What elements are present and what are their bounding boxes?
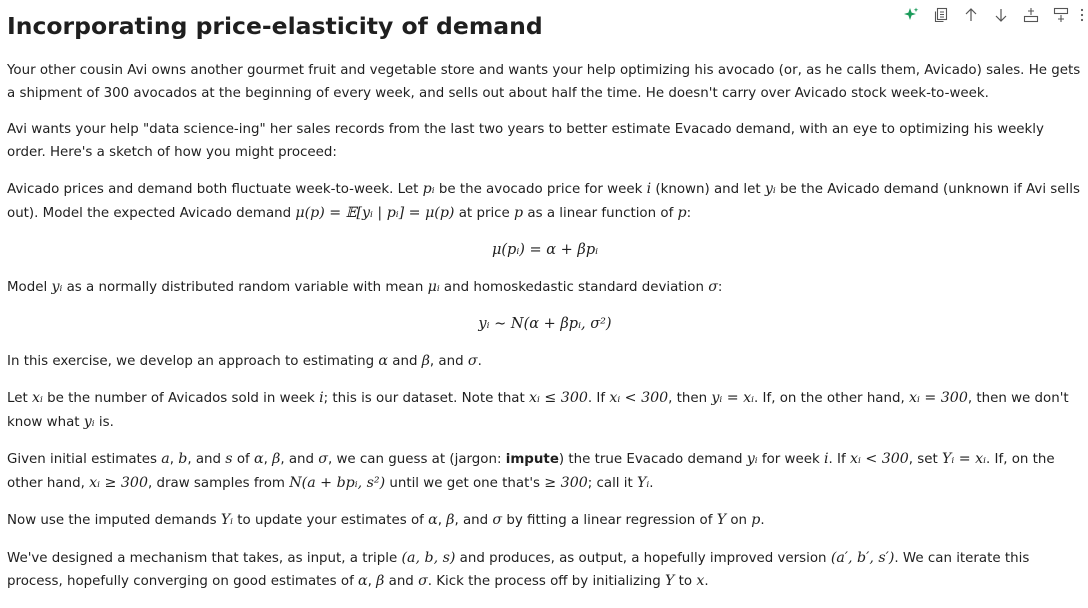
math-x-ge-300: xᵢ ≥ 300 — [89, 474, 148, 491]
paragraph-model-mean — [7, 178, 1083, 225]
text: , — [367, 574, 377, 589]
text: as a normally distributed random variable with mean — [62, 279, 428, 295]
math-s: s — [225, 451, 233, 467]
text: In this exercise, we develop an approach to estimating — [7, 353, 379, 369]
math-Y: Y — [665, 573, 675, 589]
text: , — [169, 452, 179, 467]
paragraph-iterate — [7, 547, 1083, 594]
copy-cell-icon — [933, 7, 949, 23]
text: . We can iterate this process, hopefully converging on good estimates of — [7, 550, 1030, 589]
more-vertical-icon — [1076, 7, 1088, 23]
math-Y-i: Yᵢ — [637, 474, 650, 491]
math-triple-prime: (a′, b′, s′) — [830, 549, 895, 566]
text: and — [384, 574, 419, 589]
text: . If — [587, 391, 610, 406]
math-alpha: α — [428, 512, 438, 528]
text: . — [760, 513, 765, 528]
insert-below-icon — [1053, 7, 1069, 23]
equation-linear-mean: μ(pᵢ) = α + βpᵢ — [491, 242, 599, 258]
text: , draw samples from — [147, 475, 290, 491]
math-ge-300: ≥ 300 — [544, 474, 588, 491]
math-x-le-300: xᵢ ≤ 300 — [529, 390, 588, 406]
math-alpha: α — [358, 573, 368, 589]
math-sigma: σ — [708, 278, 718, 295]
text: Avicado prices and demand both fluctuate week-to-week. Let — [7, 182, 423, 197]
math-b: b — [178, 451, 188, 467]
text: by fitting a linear regression of — [502, 513, 717, 528]
text: : — [717, 279, 723, 295]
math-sigma: σ — [318, 451, 328, 467]
math-a: a — [161, 451, 170, 467]
math-Y-i: Yᵢ — [220, 512, 234, 528]
math-beta: β — [272, 451, 281, 467]
text: Model — [7, 279, 52, 295]
text: to — [674, 574, 697, 589]
paragraph-request: Avi wants your help "data science-ing" her sales records from the last two years to better estimate Evacado demand, with an eye to optimizing his weekly order. Here's a sketch of how you might proceed: — [7, 122, 1044, 160]
bold-term: impute — [505, 452, 559, 467]
text: , then — [668, 391, 712, 406]
math-alpha: α — [254, 451, 264, 467]
insert-above-button[interactable] — [1016, 4, 1046, 26]
text: , — [437, 513, 447, 528]
math-beta: β — [446, 512, 455, 528]
cell-body — [7, 60, 1083, 608]
text: Given initial estimates — [7, 452, 162, 467]
math-mu-definition: μ(p) = 𝔼[yᵢ | pᵢ] = μ(p) — [295, 204, 455, 221]
text: ; call it — [587, 475, 638, 491]
math-x-lt-300: xᵢ < 300 — [609, 390, 669, 406]
math-i: i — [646, 181, 652, 197]
math-sigma: σ — [492, 512, 503, 528]
text: (known) and let — [651, 182, 765, 197]
text: , — [263, 452, 273, 467]
text: ) the true Evacado demand — [558, 452, 747, 467]
math-y-i: yᵢ — [746, 451, 758, 467]
text: to update your estimates of — [233, 513, 429, 528]
text: . If, on the other hand, — [7, 452, 1055, 491]
ai-generate-button[interactable] — [896, 4, 926, 26]
paragraph-impute — [7, 448, 1083, 495]
insert-below-button[interactable] — [1046, 4, 1076, 26]
text: be the number of Avicados sold in week — [42, 391, 320, 406]
arrow-up-icon — [963, 7, 979, 23]
more-button[interactable] — [1076, 4, 1088, 26]
paragraph-approach — [7, 350, 1083, 374]
text: , we can guess at (jargon: — [327, 452, 506, 467]
math-p: p — [514, 204, 524, 221]
math-y-eq-x: yᵢ = xᵢ — [711, 390, 755, 406]
text: . — [704, 574, 709, 589]
text: and produces, as output, a hopefully improved version — [455, 550, 831, 566]
text: . If — [828, 452, 850, 467]
sparkle-icon — [903, 7, 919, 23]
text: . If, on the other hand, — [754, 391, 910, 406]
math-sigma: σ — [467, 352, 478, 369]
text: , set — [908, 452, 943, 467]
text: be the avocado price for week — [434, 182, 647, 197]
math-alpha: α — [378, 352, 388, 369]
text: and — [388, 353, 422, 369]
math-i: i — [319, 390, 324, 406]
cell-heading: Incorporating price-elasticity of demand — [7, 12, 543, 40]
text: , then we don't know what — [7, 391, 1069, 430]
math-Y-eq-x: Yᵢ = xᵢ — [942, 451, 987, 467]
text: for week — [757, 452, 824, 467]
math-x-eq-300: xᵢ = 300 — [909, 390, 968, 406]
math-mu-i: μᵢ — [427, 278, 440, 295]
text: , and — [280, 452, 319, 467]
text: We've designed a mechanism that takes, as input, a triple — [7, 550, 402, 566]
text: ; this is our dataset. Note that — [323, 391, 530, 406]
math-i: i — [823, 451, 829, 467]
paragraph-update — [7, 509, 1083, 533]
text: of — [232, 452, 254, 467]
text: Now use the imputed demands — [7, 513, 221, 528]
math-sigma: σ — [418, 573, 428, 589]
arrow-down-icon — [993, 7, 1009, 23]
math-Y: Y — [716, 512, 727, 528]
math-beta: β — [376, 573, 385, 589]
math-x: x — [696, 573, 705, 589]
text: as a linear function of — [523, 205, 678, 221]
text: at price — [454, 205, 515, 221]
text: until we get one that's — [385, 475, 545, 491]
text: and homoskedastic standard deviation — [439, 279, 709, 295]
math-normal-sample: N(a + bpᵢ, s²) — [289, 474, 386, 491]
text: is. — [94, 414, 114, 430]
text: , and — [187, 452, 226, 467]
text: on — [726, 513, 752, 528]
math-x-lt-300: xᵢ < 300 — [849, 451, 909, 467]
math-y-i: yᵢ — [83, 413, 95, 430]
text: Let — [7, 391, 32, 406]
math-y-i: yᵢ — [51, 278, 63, 295]
math-beta: β — [421, 352, 430, 369]
move-up-button[interactable] — [956, 4, 986, 26]
text: . Kick the process off by initializing — [427, 574, 665, 589]
text: . — [477, 353, 482, 369]
paragraph-dataset — [7, 387, 1083, 434]
text: : — [686, 205, 692, 221]
text: , and — [429, 353, 468, 369]
equation-normal-distribution: yᵢ ∼ N(α + βpᵢ, σ²) — [478, 316, 612, 332]
insert-above-icon — [1023, 7, 1039, 23]
text: . — [649, 475, 654, 491]
math-triple: (a, b, s) — [401, 549, 456, 566]
math-x-i: xᵢ — [31, 390, 43, 406]
move-down-button[interactable] — [986, 4, 1016, 26]
math-p: p — [677, 204, 687, 221]
paragraph-normal-model — [7, 276, 1083, 300]
text: , and — [454, 513, 493, 528]
math-y-i: yᵢ — [764, 181, 776, 197]
math-p: p — [751, 512, 761, 528]
cell-toolbar — [896, 4, 1088, 26]
text: be the Avicado demand (unknown if Avi sells out). Model the expected Avicado demand — [7, 182, 1080, 221]
math-p-i: pᵢ — [422, 181, 435, 197]
paragraph-intro: Your other cousin Avi owns another gourmet fruit and vegetable store and wants your help optimizing his avocado (or, as he calls them, Avicado) sales. He gets a shipment of 300 avocados at the beginning of every week, and sells out about half the time. He doesn't carry over Avicado stock week-to-week. — [7, 63, 1081, 101]
copy-cell-button[interactable] — [926, 4, 956, 26]
